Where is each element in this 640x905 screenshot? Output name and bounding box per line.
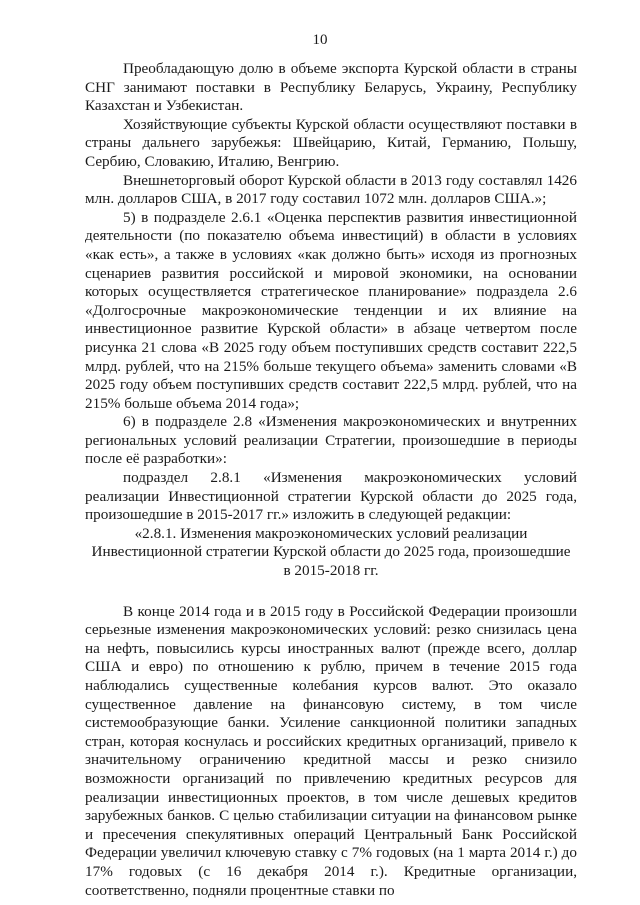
page-number: 10 bbox=[312, 32, 328, 48]
paragraph-trade-turnover: Внешнеторговый оборот Курской области в 2013 году составлял 1426 млн. долларов США, в 2017 году составил 1072 млн. долларов США.»; bbox=[85, 171, 577, 208]
paragraph-macro-conditions: В конце 2014 года и в 2015 году в Российской Федерации произошли серьезные изменения макроэкономических условий: резко снизилась цена на нефть, повысились курсы иностранных валют (прежде всего, доллар США и евро) по отношению к рублю, причем в течение 2015 года наблюдались существенные колебания курсов валют. Это оказало существенное давление на финансовую систему, в том числе системообразующие банки. Усиление санкционной политики западных стран, которая коснулась и российских кредитных организаций, привело к значительному ограничению кредитной массы и резко снизило возможности организаций по привлечению кредитных ресурсов для реализации инвестиционных проектов, в том числе дешевых кредитов зарубежных банков. С целью стабилизации ситуации на финансовом рынке и пресечения спекулятивных операций Центральный Банк Российской Федерации увеличил ключевую ставку с 7% годовых (на 1 марта 2014 г.) до 17% годовых (с 16 декабря 2014 г.). Кредитные организации, соответственно, подняли процентные ставки по bbox=[85, 602, 577, 899]
section-heading: «2.8.1. Изменения макроэкономических условий реализации Инвестиционной стратегии Курской области до 2025 года, произошедшие в 2015-2018 гг. bbox=[91, 524, 571, 580]
paragraph-subsection-2-8-1: подраздел 2.8.1 «Изменения макроэкономических условий реализации Инвестиционной стратегии Курской области до 2025 года, произошедшие в 2015-2017 гг.» изложить в следующей редакции: bbox=[85, 469, 577, 524]
spacer bbox=[85, 581, 577, 603]
document-body bbox=[85, 60, 577, 900]
paragraph-item-5: 5) в подразделе 2.6.1 «Оценка перспектив развития инвестиционной деятельности (по показателю объема инвестиций) в области в условиях «как есть», а также в условиях «как должно быть» исходя из прогнозных сценариев развития российской и мировой экономики, на основании которых осуществляется стратегическое планирование» подраздела 2.6 «Долгосрочные макроэкономические тенденции и их влияние на инвестиционное развитие Курской области» в абзаце четвертом после рисунка 21 слова «В 2025 году объем поступивших средств составит 222,5 млрд. рублей, что на 215% больше текущего объема» заменить словами «В 2025 году объем поступивших средств составит 222,5 млрд. рублей, что на 215% больше объема 2014 года»; bbox=[85, 208, 577, 412]
paragraph-item-6: 6) в подразделе 2.8 «Изменения макроэкономических и внутренних региональных условий реализации Стратегии, произошедшие в периоды после её разработки»: bbox=[85, 413, 577, 468]
paragraph-far-abroad-supplies: Хозяйствующие субъекты Курской области осуществляют поставки в страны дальнего зарубежья: Швейцарию, Китай, Германию, Польшу, Сербию, Словакию, Италию, Венгрию. bbox=[85, 115, 577, 170]
paragraph-export-share: Преобладающую долю в объеме экспорта Курской области в страны СНГ занимают поставки в Республику Беларусь, Украину, Республику Казахстан и Узбекистан. bbox=[85, 60, 577, 115]
